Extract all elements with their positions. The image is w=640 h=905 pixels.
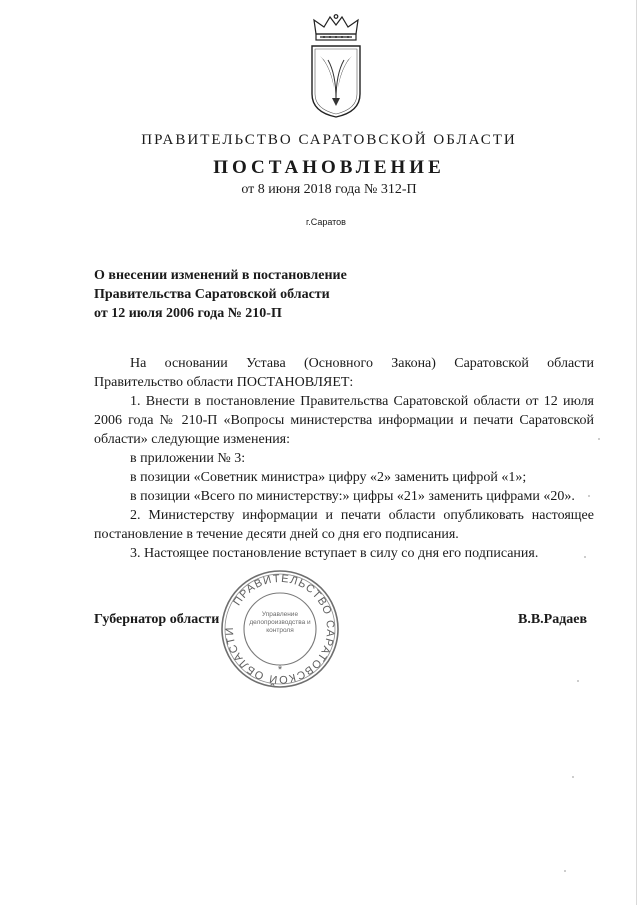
coat-of-arms-emblem	[304, 14, 368, 120]
scan-speck	[584, 556, 586, 558]
scan-speck	[577, 680, 579, 682]
subject-line: Правительства Саратовской области	[94, 287, 330, 302]
signatory-name: В.В.Радаев	[518, 612, 588, 627]
government-name: ПРАВИТЕЛЬСТВО САРАТОВСКОЙ ОБЛАСТИ	[141, 132, 517, 148]
body-line: На основании Устава (Основного Закона) Саратовской области	[130, 356, 594, 371]
body-line: в позиции «Советник министра» цифру «2» заменить цифрой «1»;	[130, 470, 527, 485]
scan-speck	[564, 870, 566, 872]
body-line: 1. Внести в постановление Правительства Саратовской области от 12 июля	[130, 394, 594, 409]
body-line: 2006 года № 210-П «Вопросы министерства информации и печати Саратовской	[94, 413, 594, 428]
document-type: ПОСТАНОВЛЕНИЕ	[213, 157, 445, 178]
body-line: 2. Министерству информации и печати области опубликовать настоящее	[130, 508, 594, 523]
subject-line: от 12 июля 2006 года № 210-П	[94, 306, 282, 321]
document-subject	[94, 266, 414, 323]
body-line: в приложении № 3:	[130, 451, 246, 466]
body-line: постановление в течение десяти дней со дня его подписания.	[94, 527, 459, 542]
signatory-title: Губернатор области	[94, 612, 220, 627]
subject-line: О внесении изменений в постановление	[94, 268, 347, 283]
body-line: области» следующие изменения:	[94, 432, 291, 447]
body-line: Правительство области ПОСТАНОВЛЯЕТ:	[94, 375, 354, 390]
document-date-number: от 8 июня 2018 года № 312-П	[241, 182, 417, 197]
body-line: в позиции «Всего по министерству:» цифры «21» заменить цифрами «20».	[130, 489, 575, 504]
document-city: г.Саратов	[306, 217, 346, 227]
scan-speck	[588, 495, 590, 497]
svg-text:*: *	[277, 664, 283, 676]
document-body	[94, 354, 594, 563]
stamp-ring-text: ПРАВИТЕЛЬСТВО САРАТОВСКОЙ ОБЛАСТИ	[223, 572, 337, 686]
scan-speck	[598, 438, 600, 440]
scan-speck	[572, 776, 574, 778]
official-stamp	[218, 567, 342, 691]
body-line: 3. Настоящее постановление вступает в силу со дня его подписания.	[130, 546, 539, 561]
stamp-center-text: Управление делопроизводства и контроля	[249, 611, 311, 634]
